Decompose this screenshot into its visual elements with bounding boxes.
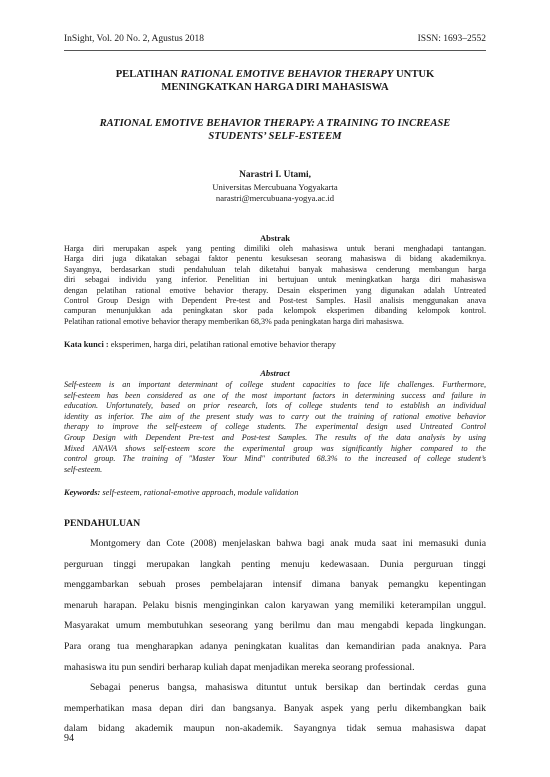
- section-heading: PENDAHULUAN: [64, 518, 141, 529]
- page-number: 94: [64, 733, 74, 744]
- body-line: Montgomery dan Cote (2008) menjelaskan bahwa bagi anak muda saat ini memasuki dunia: [90, 538, 486, 549]
- title-indonesian: [64, 68, 486, 94]
- abstrak-line: Control Group Design with Dependent Pre-test and Post-test Samples. Hasil analisis menggunakan anava: [64, 296, 486, 306]
- abstract-heading: Abstract: [260, 368, 290, 378]
- body-line: perguruan tinggi merupakan langkah penting menuju kedewasaan. Dunia perguruan tinggi: [64, 558, 486, 570]
- section-body: [64, 534, 486, 740]
- keywords-en-text: self-esteem, rational-emotive approach, module validation: [100, 488, 299, 497]
- title-id-line-2: MENINGKATKAN HARGA DIRI MAHASISWA: [161, 82, 389, 93]
- abstract-line: self-esteem.: [64, 464, 103, 474]
- abstract-line: Mixed ANAVA shows self-esteem score the experimental group was significantly higher compared to the: [64, 443, 486, 453]
- abstract-line: identity as inferior. The aim of the present study was to carry out the training of rational emotive behavior: [64, 411, 486, 421]
- author-name: Narastri I. Utami,: [239, 170, 311, 180]
- keywords-id-text: eksperimen, harga diri, pelatihan rational emotive behavior therapy: [108, 340, 336, 349]
- header-divider: [64, 50, 486, 51]
- abstract-body: [64, 380, 486, 475]
- abstract-line: control group. The training of "Master Your Mind" contributed 68.3% to the increased of college student’s: [64, 454, 486, 464]
- abstrak-line: dengan pelatihan rational emotive behavior therapy. Desain eksperimen yang digunakan adalah Untreated: [64, 285, 486, 295]
- title-id-prefix: PELATIHAN: [115, 69, 181, 80]
- title-en-line-1: RATIONAL EMOTIVE BEHAVIOR THERAPY: A TRAINING TO INCREASE: [99, 118, 451, 129]
- abstrak-heading: Abstrak: [259, 233, 291, 243]
- keywords-indonesian: [64, 340, 486, 349]
- body-line: Masyarakat umum membutuhkan seseorang yang berilmu dan mau mengabdi kepada lingkungan.: [64, 620, 486, 632]
- abstrak-line: Pelatihan rational emotive behavior therapy memberikan 68,3% pada peningkatan harga diri mahasiswa.: [64, 316, 404, 326]
- abstrak-line: campuran menunjukkan ada peningkatan skor pada kelompok eksperimen dibanding kelompok kontrol.: [64, 306, 486, 316]
- keywords-en-label: Keywords:: [64, 488, 101, 497]
- abstrak-body: [64, 244, 486, 327]
- title-id-line-1: [64, 68, 486, 81]
- title-en-line-2: STUDENTS’ SELF-ESTEEM: [208, 131, 342, 142]
- journal-citation: InSight, Vol. 20 No. 2, Agustus 2018: [64, 34, 205, 44]
- author-block: [64, 170, 486, 205]
- author-affiliation: Universitas Mercubuana Yogyakarta: [212, 181, 338, 192]
- body-line: mahasiswa itu pun sendiri berharap kuliah dapat menjadikan mereka seorang professional.: [64, 661, 415, 673]
- body-line: memperhatikan masa depan diri dan bangsanya. Banyak aspek yang perlu dikembangkan baik: [64, 702, 486, 714]
- body-line: Sebagai penerus bangsa, mahasiswa dituntut untuk bersikap dan bertindak cerdas guna: [90, 682, 486, 694]
- title-english: [64, 117, 486, 143]
- abstrak-line: Sayangnya, berdasarkan studi pendahuluan telah diketahui banyak mahasiswa cenderung membangun harga: [64, 264, 486, 274]
- keywords-id-label: Kata kunci :: [64, 340, 109, 349]
- abstrak-line: Harga diri merupakan aspek yang penting dimiliki oleh mahasiswa untuk berani menghadapi tantangan.: [64, 244, 486, 253]
- abstract-line: Group Design with Dependent Pre-test and Post-test Samples. The results of the data analysis by using: [64, 432, 486, 442]
- abstrak-line: Harga diri juga dikatakan sebagai faktor penentu kesuksesan seorang mahasiswa di bidang akademiknya.: [64, 254, 486, 264]
- issn: ISSN: 1693–2552: [417, 34, 486, 44]
- body-line: menaruh harapan. Pelaku bisnis menginginkan calon karyawan yang memiliki keterampilan unggul.: [64, 599, 486, 611]
- keywords-english: [64, 488, 486, 497]
- abstract-line: education. Unfortunately, based on prior research, lots of college students tend to establish an individual: [64, 401, 486, 411]
- title-id-italic: RATIONAL EMOTIVE BEHAVIOR THERAPY: [180, 69, 394, 80]
- title-id-suffix: UNTUK: [393, 69, 435, 80]
- running-header: [64, 34, 486, 44]
- abstract-line: therapy to improve the self-esteem of college students. The experimental design used Untreated Control: [64, 422, 486, 432]
- body-line: Para orang tua mengharapkan adanya peningkatan kualitas dan kemandirian pada anaknya. Para: [64, 640, 486, 652]
- abstract-line: self-esteem has been considered as one of the most important factors in determining success and failure in: [64, 390, 486, 400]
- author-email: narastri@mercubuana-yogya.ac.id: [215, 193, 335, 203]
- body-line: dalam bidang akademik maupun non-akademik. Sayangnya tidak semua mahasiswa dapat: [64, 723, 486, 735]
- abstract-line: Self-esteem is an important determinant of college student capacities to face life challenges. Furthermore,: [64, 380, 486, 389]
- abstrak-line: diri sebagai individu yang inferior. Penelitian ini bertujuan untuk meningkatkan harga diri mahasiswa: [64, 275, 486, 285]
- body-line: menggambarkan sebuah proses pembelajaran intensif dimana banyak pemangku kepentingan: [64, 579, 486, 591]
